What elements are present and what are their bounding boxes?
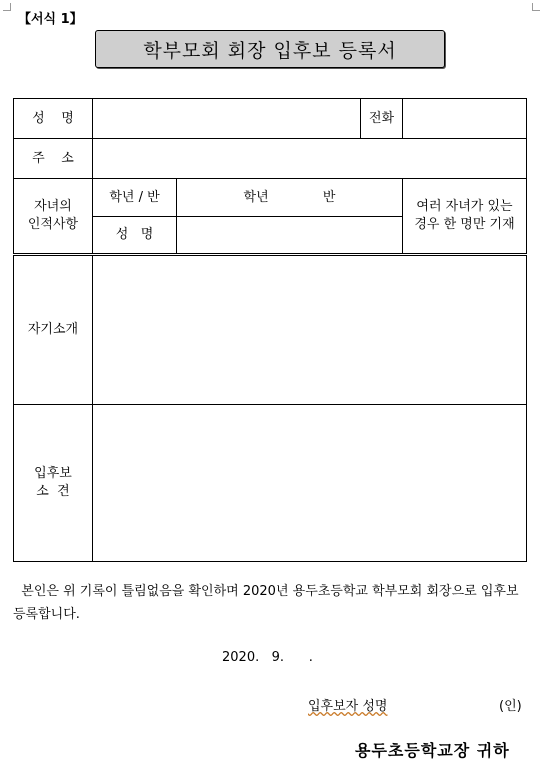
child-name-label: 성 명 <box>93 217 177 255</box>
child-name-field[interactable] <box>177 217 403 255</box>
class-value: 반 <box>322 189 336 205</box>
multi-child-note-line1: 여러 자녀가 있는 <box>416 199 513 214</box>
opinion-label-line1: 입후보 <box>34 466 72 481</box>
multi-child-note <box>403 179 527 255</box>
name-label: 성 명 <box>14 99 93 139</box>
name-field[interactable] <box>93 99 361 139</box>
grade-class-label: 학년 / 반 <box>93 179 177 217</box>
child-info-label-line2: 인적사항 <box>27 217 79 232</box>
child-info-label <box>14 179 93 255</box>
phone-field[interactable] <box>403 99 527 139</box>
confirmation-notice: 본인은 위 기록이 틀림없음을 확인하며 2020년 용두초등학교 학부모회 회장으로 입후보 등록합니다. <box>13 584 523 622</box>
opinion-label <box>14 405 93 562</box>
self-intro-field[interactable] <box>93 255 527 405</box>
form-label: 【서식 1】 <box>18 12 83 27</box>
opinion-field[interactable] <box>93 405 527 562</box>
addressee: 용두초등학교장 귀하 <box>355 741 510 760</box>
opinion-label-line2: 소 견 <box>36 484 70 499</box>
corner-mark-top-right <box>532 3 540 11</box>
date-line: 2020. 9. . <box>222 650 313 665</box>
document-title: 학부모회 회장 입후보 등록서 <box>95 30 445 68</box>
phone-label: 전화 <box>361 99 403 139</box>
address-field[interactable] <box>93 139 527 179</box>
seal-mark: (인) <box>499 699 522 714</box>
child-info-label-line1: 자녀의 <box>34 199 72 214</box>
grade-class-field[interactable] <box>177 179 403 217</box>
corner-mark-top-left <box>3 3 11 11</box>
applicant-name-label: 입후보자 성명 <box>308 699 388 714</box>
registration-table <box>13 98 527 562</box>
self-intro-label: 자기소개 <box>14 255 93 405</box>
grade-value: 학년 <box>243 189 269 205</box>
multi-child-note-line2: 경우 한 명만 기재 <box>414 217 515 232</box>
address-label: 주 소 <box>14 139 93 179</box>
